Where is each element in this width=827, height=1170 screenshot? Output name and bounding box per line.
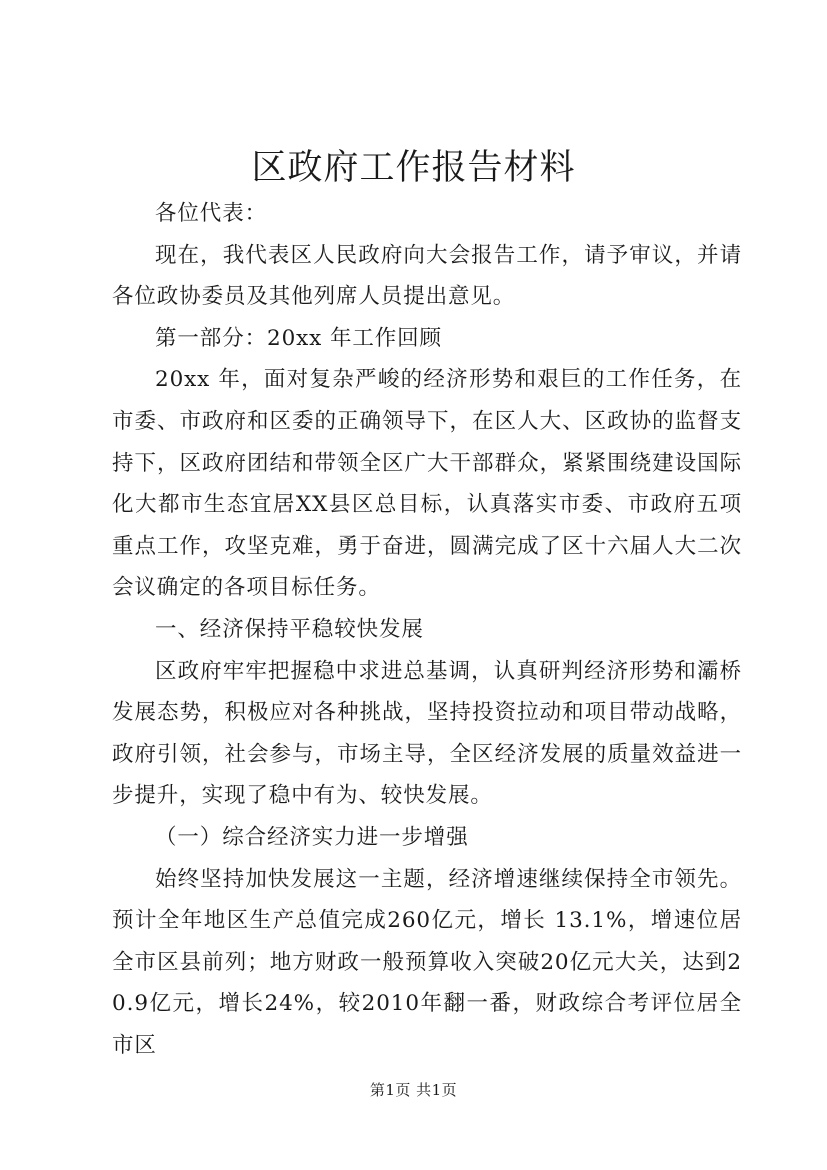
review-paragraph: 20xx 年，面对复杂严峻的经济形势和艰巨的工作任务，在市委、市政府和区委的正确领导下，在区人大、区政协的监督支持下，区政府团结和带领全区广大干部群众，紧紧围绕建设国际化大都市生态宜居XX县区总目标，认真落实市委、市政府五项重点工作，攻坚克难，勇于奋进，圆满完成了区十六届人大二次会议确定的各项目标任务。	[112, 367, 742, 601]
document-body	[112, 193, 742, 1066]
document-title: 区政府工作报告材料	[251, 148, 576, 188]
intro-paragraph: 现在，我代表区人民政府向大会报告工作，请予审议，并请各位政协委员及其他列席人员提出意见。	[112, 242, 742, 310]
economy-paragraph: 区政府牢牢把握稳中求进总基调，认真研判经济形势和灞桥发展态势，积极应对各种挑战，坚持投资拉动和项目带动战略，政府引领，社会参与，市场主导，全区经济发展的质量效益进一步提升，实现了稳中有为、较快发展。	[112, 658, 742, 809]
part-heading: 第一部分：20xx 年工作回顾	[155, 325, 442, 351]
salutation: 各位代表：	[155, 201, 268, 226]
strength-paragraph: 始终坚持加快发展这一主题，经济增速继续保持全市领先。预计全年地区生产总值完成260亿元，增长 13.1%，增速位居全市区县前列；地方财政一般预算收入突破20亿元大关，达到20.9亿元，增长24%，较2010年翻一番，财政综合考评位居全市区	[112, 866, 742, 1058]
page-footer: 第1页 共1页	[369, 1081, 458, 1099]
section-heading: 一、经济保持平稳较快发展	[155, 616, 424, 642]
subsection-heading: （一）综合经济实力进一步增强	[155, 824, 469, 850]
